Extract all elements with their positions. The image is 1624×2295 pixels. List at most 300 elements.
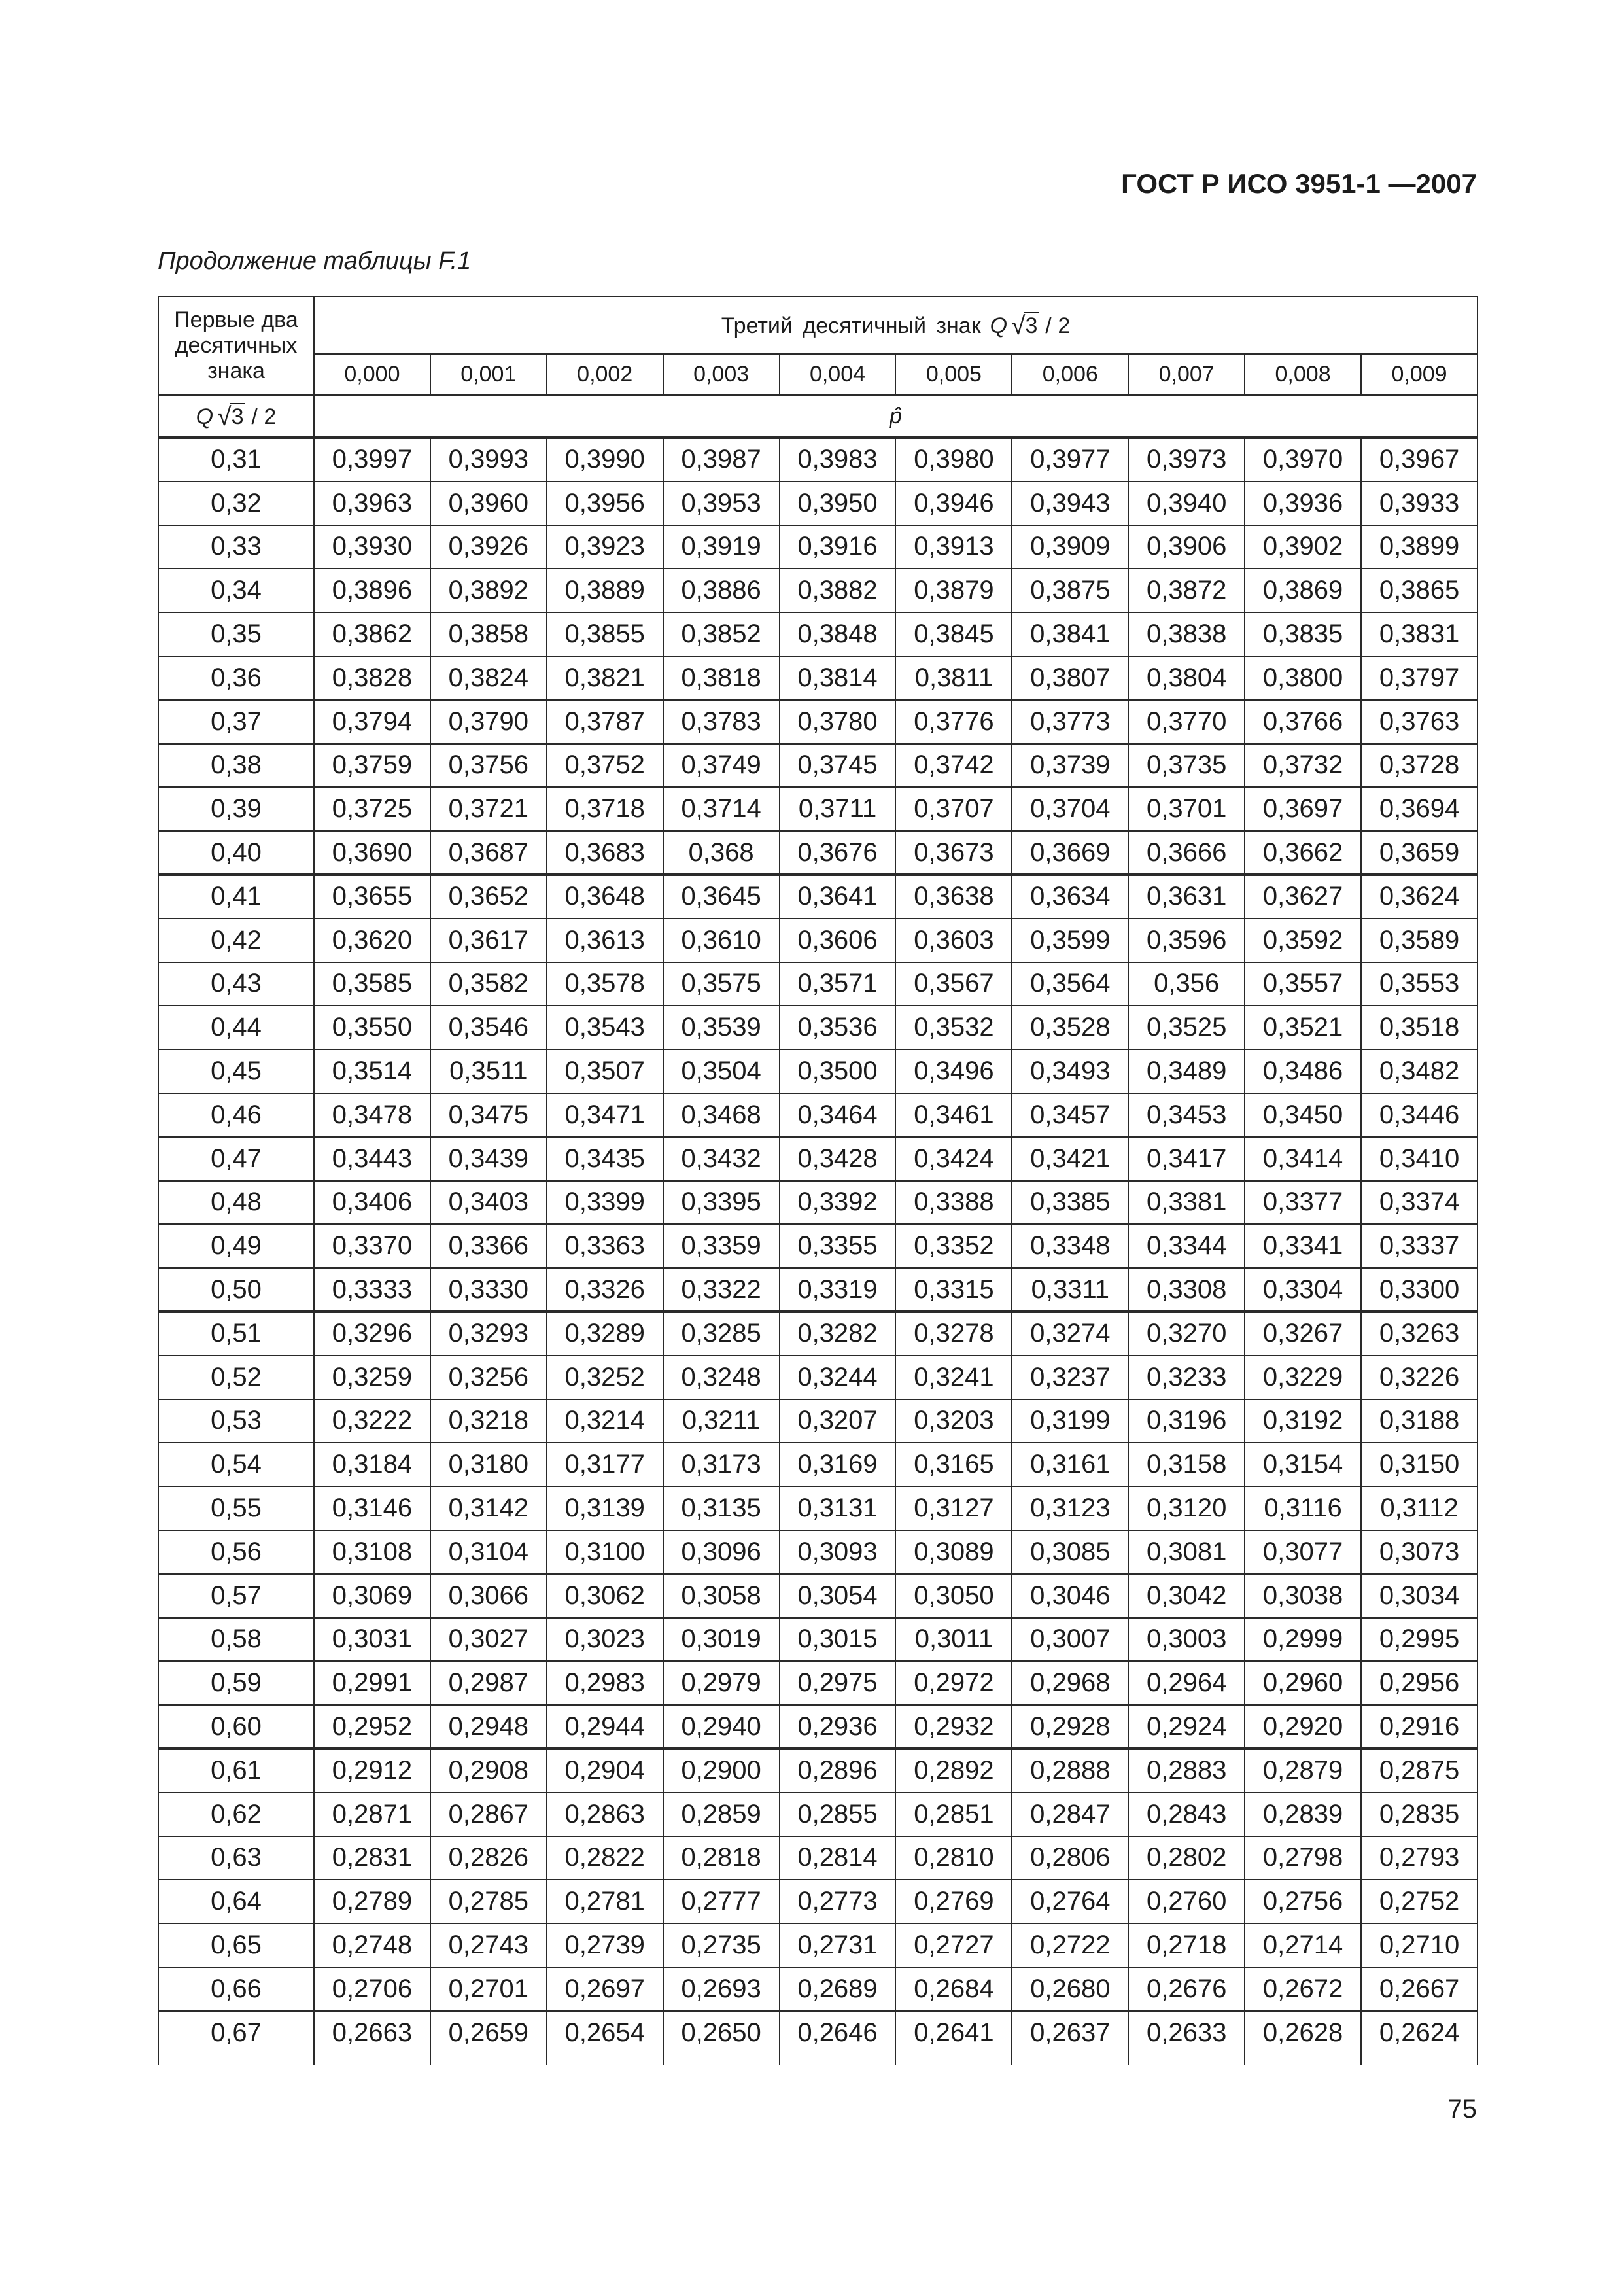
value-cell: 0,3652 — [430, 875, 547, 919]
value-cell: 0,2871 — [314, 1793, 430, 1836]
value-cell: 0,3417 — [1128, 1137, 1245, 1181]
continuation-cell — [895, 2054, 1012, 2065]
table-row — [158, 1880, 1477, 1923]
table-header — [158, 296, 1477, 438]
value-cell: 0,3889 — [547, 569, 663, 612]
value-cell: 0,2847 — [1012, 1793, 1128, 1836]
row-label-cell: 0,42 — [158, 919, 314, 962]
value-cell: 0,3135 — [663, 1486, 780, 1530]
table-row — [158, 1093, 1477, 1137]
value-cell: 0,3909 — [1012, 525, 1128, 569]
value-cell: 0,3207 — [780, 1399, 896, 1443]
value-cell: 0,2760 — [1128, 1880, 1245, 1923]
value-cell: 0,3003 — [1128, 1618, 1245, 1662]
value-cell: 0,3374 — [1361, 1181, 1477, 1225]
value-cell: 0,3139 — [547, 1486, 663, 1530]
value-cell: 0,3869 — [1245, 569, 1361, 612]
value-cell: 0,2684 — [895, 1967, 1012, 2011]
value-cell: 0,3507 — [547, 1049, 663, 1093]
value-cell: 0,3038 — [1245, 1574, 1361, 1618]
column-header-row — [158, 354, 1477, 395]
value-cell: 0,2693 — [663, 1967, 780, 2011]
value-cell: 0,2892 — [895, 1749, 1012, 1793]
value-cell: 0,3892 — [430, 569, 547, 612]
value-cell: 0,3742 — [895, 744, 1012, 788]
value-cell: 0,3518 — [1361, 1006, 1477, 1049]
value-cell: 0,3406 — [314, 1181, 430, 1225]
value-cell: 0,3525 — [1128, 1006, 1245, 1049]
value-cell: 0,2900 — [663, 1749, 780, 1793]
value-cell: 0,3582 — [430, 962, 547, 1006]
value-cell: 0,3732 — [1245, 744, 1361, 788]
value-cell: 0,3721 — [430, 787, 547, 831]
table-row — [158, 1923, 1477, 1967]
value-cell: 0,2710 — [1361, 1923, 1477, 1967]
value-cell: 0,3241 — [895, 1356, 1012, 1399]
value-cell: 0,3066 — [430, 1574, 547, 1618]
value-cell: 0,3311 — [1012, 1268, 1128, 1312]
value-cell: 0,3926 — [430, 525, 547, 569]
table-row — [158, 612, 1477, 656]
value-cell: 0,2659 — [430, 2011, 547, 2055]
value-cell: 0,3319 — [780, 1268, 896, 1312]
value-cell: 0,3902 — [1245, 525, 1361, 569]
column-header: 0,003 — [663, 354, 780, 395]
value-cell: 0,3289 — [547, 1312, 663, 1356]
value-cell: 0,3300 — [1361, 1268, 1477, 1312]
value-cell: 0,2822 — [547, 1836, 663, 1880]
value-cell: 0,2839 — [1245, 1793, 1361, 1836]
formula-radicand: 3 — [1025, 313, 1038, 338]
continuation-cell — [663, 2054, 780, 2065]
value-cell: 0,3015 — [780, 1618, 896, 1662]
value-cell: 0,3669 — [1012, 831, 1128, 875]
value-cell: 0,2908 — [430, 1749, 547, 1793]
value-cell: 0,3410 — [1361, 1137, 1477, 1181]
value-cell: 0,3603 — [895, 919, 1012, 962]
table-row — [158, 525, 1477, 569]
value-cell: 0,3943 — [1012, 482, 1128, 525]
value-cell: 0,2785 — [430, 1880, 547, 1923]
value-cell: 0,2995 — [1361, 1618, 1477, 1662]
value-cell: 0,3821 — [547, 656, 663, 700]
value-cell: 0,3766 — [1245, 700, 1361, 744]
value-cell: 0,2769 — [895, 1880, 1012, 1923]
value-cell: 0,3532 — [895, 1006, 1012, 1049]
value-cell: 0,2628 — [1245, 2011, 1361, 2055]
value-cell: 0,3875 — [1012, 569, 1128, 612]
value-cell: 0,3385 — [1012, 1181, 1128, 1225]
value-cell: 0,3773 — [1012, 700, 1128, 744]
table-row — [158, 1006, 1477, 1049]
value-cell: 0,3818 — [663, 656, 780, 700]
value-cell: 0,3073 — [1361, 1530, 1477, 1574]
value-cell: 0,3940 — [1128, 482, 1245, 525]
value-cell: 0,3296 — [314, 1312, 430, 1356]
value-cell: 0,3464 — [780, 1093, 896, 1137]
value-cell: 0,3620 — [314, 919, 430, 962]
value-cell: 0,3478 — [314, 1093, 430, 1137]
value-cell: 0,2743 — [430, 1923, 547, 1967]
table-continuation — [158, 2054, 1477, 2065]
value-cell: 0,2739 — [547, 1923, 663, 1967]
value-cell: 0,3683 — [547, 831, 663, 875]
value-cell: 0,3058 — [663, 1574, 780, 1618]
value-cell: 0,2773 — [780, 1880, 896, 1923]
table-row — [158, 2011, 1477, 2055]
value-cell: 0,3146 — [314, 1486, 430, 1530]
value-cell: 0,3967 — [1361, 438, 1477, 482]
value-cell: 0,3453 — [1128, 1093, 1245, 1137]
value-cell: 0,3161 — [1012, 1443, 1128, 1486]
table-row — [158, 1312, 1477, 1356]
value-cell: 0,2706 — [314, 1967, 430, 2011]
value-cell: 0,3936 — [1245, 482, 1361, 525]
value-cell: 0,2810 — [895, 1836, 1012, 1880]
value-cell: 0,3676 — [780, 831, 896, 875]
value-cell: 0,3596 — [1128, 919, 1245, 962]
value-cell: 0,3960 — [430, 482, 547, 525]
value-cell: 0,2916 — [1361, 1705, 1477, 1749]
value-cell: 0,3511 — [430, 1049, 547, 1093]
row-label-cell: 0,37 — [158, 700, 314, 744]
value-cell: 0,3489 — [1128, 1049, 1245, 1093]
value-cell: 0,3787 — [547, 700, 663, 744]
value-cell: 0,2932 — [895, 1705, 1012, 1749]
value-cell: 0,3244 — [780, 1356, 896, 1399]
value-cell: 0,3763 — [1361, 700, 1477, 744]
value-cell: 0,3278 — [895, 1312, 1012, 1356]
value-cell: 0,3218 — [430, 1399, 547, 1443]
value-cell: 0,3707 — [895, 787, 1012, 831]
value-cell: 0,3330 — [430, 1268, 547, 1312]
value-cell: 0,3997 — [314, 438, 430, 482]
value-cell: 0,2835 — [1361, 1793, 1477, 1836]
continuation-cell — [314, 2054, 430, 2065]
value-cell: 0,3069 — [314, 1574, 430, 1618]
value-cell: 0,2654 — [547, 2011, 663, 2055]
table-row — [158, 438, 1477, 482]
value-cell: 0,3256 — [430, 1356, 547, 1399]
table-row — [158, 1705, 1477, 1749]
column-header: 0,007 — [1128, 354, 1245, 395]
value-cell: 0,3546 — [430, 1006, 547, 1049]
row-label-cell: 0,45 — [158, 1049, 314, 1093]
continuation-cell — [547, 2054, 663, 2065]
value-cell: 0,3780 — [780, 700, 896, 744]
value-cell: 0,2888 — [1012, 1749, 1128, 1793]
table-row — [158, 1530, 1477, 1574]
value-cell: 0,2680 — [1012, 1967, 1128, 2011]
row-label-cell: 0,51 — [158, 1312, 314, 1356]
value-cell: 0,2727 — [895, 1923, 1012, 1967]
value-cell: 0,2667 — [1361, 1967, 1477, 2011]
value-cell: 0,2983 — [547, 1661, 663, 1705]
value-cell: 0,3807 — [1012, 656, 1128, 700]
value-cell: 0,2920 — [1245, 1705, 1361, 1749]
value-cell: 0,3468 — [663, 1093, 780, 1137]
value-cell: 0,3274 — [1012, 1312, 1128, 1356]
value-cell: 0,3493 — [1012, 1049, 1128, 1093]
row-label-cell: 0,57 — [158, 1574, 314, 1618]
continuation-cell — [430, 2054, 547, 2065]
column-header: 0,009 — [1361, 354, 1477, 395]
value-cell: 0,2777 — [663, 1880, 780, 1923]
continuation-cell — [1361, 2054, 1477, 2065]
value-cell: 0,3617 — [430, 919, 547, 962]
value-cell: 0,3578 — [547, 962, 663, 1006]
row-label-cell: 0,32 — [158, 482, 314, 525]
standard-designation: ГОСТ Р ИСО 3951-1 —2007 — [1121, 168, 1477, 199]
value-cell: 0,3421 — [1012, 1137, 1128, 1181]
value-cell: 0,3882 — [780, 569, 896, 612]
value-cell: 0,3355 — [780, 1224, 896, 1268]
value-cell: 0,2731 — [780, 1923, 896, 1967]
value-cell: 0,3814 — [780, 656, 896, 700]
value-cell: 0,3756 — [430, 744, 547, 788]
value-cell: 0,3019 — [663, 1618, 780, 1662]
value-cell: 0,3567 — [895, 962, 1012, 1006]
column-header: 0,004 — [780, 354, 896, 395]
value-cell: 0,3790 — [430, 700, 547, 744]
value-cell: 0,2802 — [1128, 1836, 1245, 1880]
value-cell: 0,3263 — [1361, 1312, 1477, 1356]
row-label-cell: 0,54 — [158, 1443, 314, 1486]
value-cell: 0,2956 — [1361, 1661, 1477, 1705]
value-cell: 0,3690 — [314, 831, 430, 875]
value-cell: 0,2944 — [547, 1705, 663, 1749]
value-cell: 0,3428 — [780, 1137, 896, 1181]
value-cell: 0,3783 — [663, 700, 780, 744]
value-cell: 0,3638 — [895, 875, 1012, 919]
value-cell: 0,2979 — [663, 1661, 780, 1705]
row-label-cell: 0,33 — [158, 525, 314, 569]
value-cell: 0,3370 — [314, 1224, 430, 1268]
value-cell: 0,3831 — [1361, 612, 1477, 656]
value-cell: 0,3326 — [547, 1268, 663, 1312]
value-cell: 0,3543 — [547, 1006, 663, 1049]
value-cell: 0,3923 — [547, 525, 663, 569]
table-row — [158, 569, 1477, 612]
value-cell: 0,2924 — [1128, 1705, 1245, 1749]
formula-variable: Q — [990, 313, 1008, 338]
value-cell: 0,2964 — [1128, 1661, 1245, 1705]
value-cell: 0,2650 — [663, 2011, 780, 2055]
value-cell: 0,3919 — [663, 525, 780, 569]
value-cell: 0,3589 — [1361, 919, 1477, 962]
table-row — [158, 1574, 1477, 1618]
value-cell: 0,3222 — [314, 1399, 430, 1443]
value-cell: 0,3471 — [547, 1093, 663, 1137]
value-cell: 0,3424 — [895, 1137, 1012, 1181]
symbol-header-row — [158, 395, 1477, 438]
value-cell: 0,3341 — [1245, 1224, 1361, 1268]
value-cell: 0,3007 — [1012, 1618, 1128, 1662]
value-cell: 0,3725 — [314, 787, 430, 831]
value-cell: 0,2718 — [1128, 1923, 1245, 1967]
estimate-symbol-header: p̂ — [314, 395, 1477, 438]
value-cell: 0,2689 — [780, 1967, 896, 2011]
row-label-cell: 0,34 — [158, 569, 314, 612]
value-cell: 0,3970 — [1245, 438, 1361, 482]
table-row — [158, 875, 1477, 919]
value-cell: 0,3443 — [314, 1137, 430, 1181]
value-cell: 0,3237 — [1012, 1356, 1128, 1399]
value-cell: 0,2879 — [1245, 1749, 1361, 1793]
value-cell: 0,3270 — [1128, 1312, 1245, 1356]
value-cell: 0,3811 — [895, 656, 1012, 700]
value-cell: 0,3337 — [1361, 1224, 1477, 1268]
table-row — [158, 1661, 1477, 1705]
column-header: 0,002 — [547, 354, 663, 395]
value-cell: 0,3042 — [1128, 1574, 1245, 1618]
value-cell: 0,3142 — [430, 1486, 547, 1530]
value-cell: 0,3987 — [663, 438, 780, 482]
value-cell: 0,3872 — [1128, 569, 1245, 612]
value-cell: 0,3011 — [895, 1618, 1012, 1662]
value-cell: 0,2781 — [547, 1880, 663, 1923]
value-cell: 0,3131 — [780, 1486, 896, 1530]
header-row — [158, 296, 1477, 354]
value-cell: 0,3745 — [780, 744, 896, 788]
value-cell: 0,2748 — [314, 1923, 430, 1967]
value-cell: 0,3461 — [895, 1093, 1012, 1137]
table-row — [158, 1049, 1477, 1093]
value-cell: 0,3450 — [1245, 1093, 1361, 1137]
value-cell: 0,3127 — [895, 1486, 1012, 1530]
value-cell: 0,3435 — [547, 1137, 663, 1181]
value-cell: 0,3585 — [314, 962, 430, 1006]
table-body — [158, 438, 1477, 2065]
value-cell: 0,3180 — [430, 1443, 547, 1486]
value-cell: 0,3352 — [895, 1224, 1012, 1268]
row-label-cell: 0,52 — [158, 1356, 314, 1399]
value-cell: 0,3432 — [663, 1137, 780, 1181]
continuation-cell — [1245, 2054, 1361, 2065]
value-cell: 0,3446 — [1361, 1093, 1477, 1137]
value-cell: 0,3248 — [663, 1356, 780, 1399]
table-row — [158, 831, 1477, 875]
row-label-cell: 0,40 — [158, 831, 314, 875]
value-cell: 0,3315 — [895, 1268, 1012, 1312]
value-cell: 0,3704 — [1012, 787, 1128, 831]
value-cell: 0,3659 — [1361, 831, 1477, 875]
value-cell: 0,3154 — [1245, 1443, 1361, 1486]
value-cell: 0,3776 — [895, 700, 1012, 744]
value-cell: 0,3359 — [663, 1224, 780, 1268]
value-cell: 0,3800 — [1245, 656, 1361, 700]
table-row — [158, 482, 1477, 525]
value-cell: 0,3392 — [780, 1181, 896, 1225]
row-label-cell: 0,46 — [158, 1093, 314, 1137]
value-cell: 0,3027 — [430, 1618, 547, 1662]
value-cell: 0,3770 — [1128, 700, 1245, 744]
row-label-cell: 0,64 — [158, 1880, 314, 1923]
value-cell: 0,3896 — [314, 569, 430, 612]
value-cell: 0,3718 — [547, 787, 663, 831]
value-cell: 0,3196 — [1128, 1399, 1245, 1443]
value-cell: 0,3259 — [314, 1356, 430, 1399]
value-cell: 0,3177 — [547, 1443, 663, 1486]
value-cell: 0,3879 — [895, 569, 1012, 612]
value-cell: 0,3886 — [663, 569, 780, 612]
formula-radicand: 3 — [231, 404, 244, 429]
row-label-cell: 0,41 — [158, 875, 314, 919]
value-cell: 0,3267 — [1245, 1312, 1361, 1356]
value-cell: 0,3624 — [1361, 875, 1477, 919]
value-cell: 0,3034 — [1361, 1574, 1477, 1618]
value-cell: 0,3229 — [1245, 1356, 1361, 1399]
value-cell: 0,3824 — [430, 656, 547, 700]
table-row — [158, 1836, 1477, 1880]
value-cell: 0,3211 — [663, 1399, 780, 1443]
value-cell: 0,3081 — [1128, 1530, 1245, 1574]
value-cell: 0,3610 — [663, 919, 780, 962]
value-cell: 0,2948 — [430, 1705, 547, 1749]
column-header: 0,005 — [895, 354, 1012, 395]
table-row — [158, 1967, 1477, 2011]
value-cell: 0,2752 — [1361, 1880, 1477, 1923]
table-row — [158, 700, 1477, 744]
value-cell: 0,2701 — [430, 1967, 547, 2011]
row-label-cell: 0,48 — [158, 1181, 314, 1225]
value-cell: 0,3500 — [780, 1049, 896, 1093]
value-cell: 0,3606 — [780, 919, 896, 962]
value-cell: 0,3631 — [1128, 875, 1245, 919]
table-row — [158, 1224, 1477, 1268]
value-cell: 0,3112 — [1361, 1486, 1477, 1530]
row-label-cell: 0,56 — [158, 1530, 314, 1574]
value-cell: 0,3403 — [430, 1181, 547, 1225]
value-cell: 0,3838 — [1128, 612, 1245, 656]
value-cell: 0,2896 — [780, 1749, 896, 1793]
value-cell: 0,3344 — [1128, 1224, 1245, 1268]
value-cell: 0,3395 — [663, 1181, 780, 1225]
radical-sign: √ — [1011, 312, 1026, 340]
table-row — [158, 656, 1477, 700]
value-cell: 0,3496 — [895, 1049, 1012, 1093]
value-cell: 0,3687 — [430, 831, 547, 875]
table-row — [158, 1793, 1477, 1836]
value-cell: 0,2826 — [430, 1836, 547, 1880]
column-header: 0,006 — [1012, 354, 1128, 395]
value-cell: 0,3363 — [547, 1224, 663, 1268]
value-cell: 0,3514 — [314, 1049, 430, 1093]
column-header: 0,000 — [314, 354, 430, 395]
value-cell: 0,2722 — [1012, 1923, 1128, 1967]
value-cell: 0,3116 — [1245, 1486, 1361, 1530]
table-row — [158, 1618, 1477, 1662]
value-cell: 0,3486 — [1245, 1049, 1361, 1093]
value-cell: 0,3973 — [1128, 438, 1245, 482]
value-cell: 0,3557 — [1245, 962, 1361, 1006]
value-cell: 0,2663 — [314, 2011, 430, 2055]
value-cell: 0,3085 — [1012, 1530, 1128, 1574]
table-row — [158, 1399, 1477, 1443]
value-cell: 0,3906 — [1128, 525, 1245, 569]
first-column-formula — [196, 404, 277, 429]
page-number: 75 — [1447, 2095, 1477, 2124]
table-row — [158, 744, 1477, 788]
value-cell: 0,3399 — [547, 1181, 663, 1225]
column-header: 0,008 — [1245, 354, 1361, 395]
value-cell: 0,2999 — [1245, 1618, 1361, 1662]
value-cell: 0,3634 — [1012, 875, 1128, 919]
value-cell: 0,2756 — [1245, 1880, 1361, 1923]
row-label-cell: 0,63 — [158, 1836, 314, 1880]
value-cell: 0,3848 — [780, 612, 896, 656]
value-cell: 0,368 — [663, 831, 780, 875]
